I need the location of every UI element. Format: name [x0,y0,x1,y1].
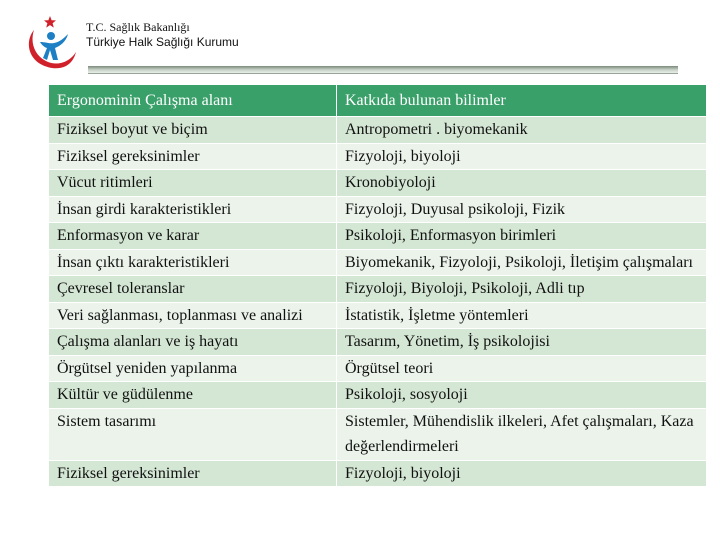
sciences-cell: Fizyoloji, biyoloji [337,143,707,170]
table-row [49,276,707,303]
sciences-cell: Kronobiyoloji [337,170,707,197]
sciences-cell: Örgütsel teori [337,355,707,382]
table-row [49,117,707,144]
sciences-cell: Tasarım, Yönetim, İş psikolojisi [337,329,707,356]
table-row [49,329,707,356]
table-row [49,302,707,329]
table-row [49,460,707,487]
table-row [49,196,707,223]
sciences-cell: Psikoloji, Enformasyon birimleri [337,223,707,250]
work-area-cell: Çevresel toleranslar [49,276,337,303]
institution-name: Türkiye Halk Sağlığı Kurumu [86,35,239,49]
table-row [49,382,707,409]
sciences-cell: Sistemler, Mühendislik ilkeleri, Afet çalışmaları, Kaza değerlendirmeleri [337,408,707,460]
sciences-cell: Psikoloji, sosyoloji [337,382,707,409]
work-area-cell: Kültür ve güdülenme [49,382,337,409]
work-area-cell: Fiziksel gereksinimler [49,143,337,170]
sciences-cell: Fizyoloji, biyoloji [337,460,707,487]
table-row [49,249,707,276]
ergonomics-table [48,84,707,487]
table-row [49,408,707,460]
ministry-name: T.C. Sağlık Bakanlığı [86,20,190,34]
column-header-sciences: Katkıda bulunan bilimler [337,85,707,117]
sciences-cell: Antropometri . biyomekanik [337,117,707,144]
header-divider [88,66,678,74]
sciences-cell: Fizyoloji, Duyusal psikoloji, Fizik [337,196,707,223]
work-area-cell: İnsan girdi karakteristikleri [49,196,337,223]
sciences-cell: Fizyoloji, Biyoloji, Psikoloji, Adli tıp [337,276,707,303]
column-header-work-area: Ergonominin Çalışma alanı [49,85,337,117]
work-area-cell: İnsan çıktı karakteristikleri [49,249,337,276]
table-row [49,143,707,170]
work-area-cell: Sistem tasarımı [49,408,337,460]
table-row [49,170,707,197]
sciences-cell: İstatistik, İşletme yöntemleri [337,302,707,329]
work-area-cell: Fiziksel gereksinimler [49,460,337,487]
ministry-logo [22,12,80,74]
work-area-cell: Çalışma alanları ve iş hayatı [49,329,337,356]
work-area-cell: Fiziksel boyut ve biçim [49,117,337,144]
table-row [49,355,707,382]
sciences-cell: Biyomekanik, Fizyoloji, Psikoloji, İletişim çalışmaları [337,249,707,276]
work-area-cell: Örgütsel yeniden yapılanma [49,355,337,382]
work-area-cell: Enformasyon ve karar [49,223,337,250]
organization-name [86,20,239,50]
table-row [49,223,707,250]
work-area-cell: Vücut ritimleri [49,170,337,197]
work-area-cell: Veri sağlanması, toplanması ve analizi [49,302,337,329]
table-header-row [49,85,707,117]
